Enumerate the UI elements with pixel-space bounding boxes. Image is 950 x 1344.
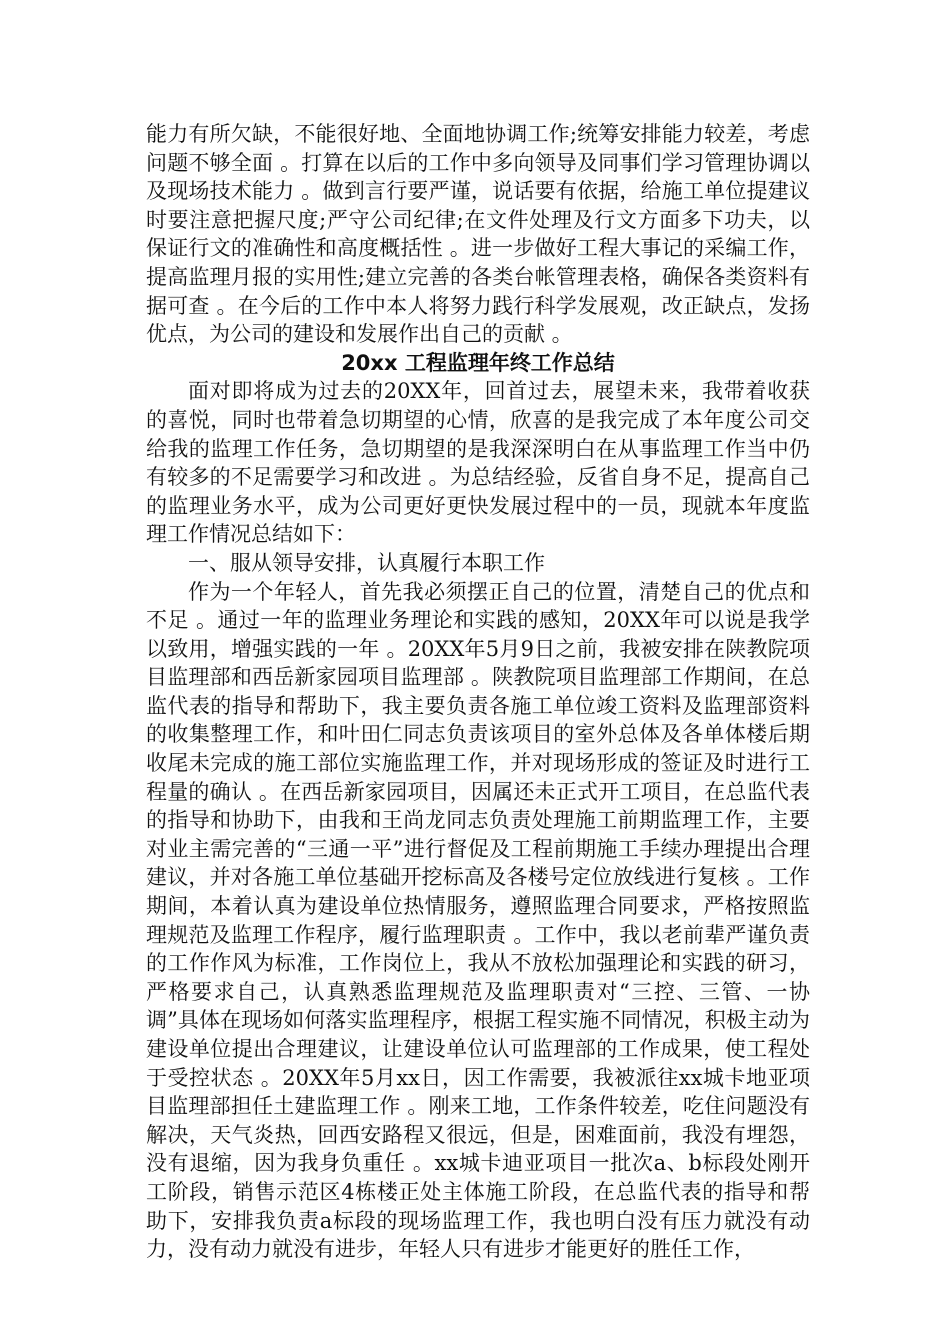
document-title: 20xx 工程监理年终工作总结 [341,350,615,375]
document-body [146,120,810,1264]
body-paragraph: 作为一个年轻人，首先我必须摆正自己的位置，清楚自己的优点和不足 。通过一年的监理业务理论和实践的感知，20XX年可以说是我学以致用，增强实践的一年 。20XX年5月9日之前，我被安排在陕教院项目监理部和西岳新家园项目监理部 。陕教院项目监理部工作期间，在总监代表的指导和帮助下，我主要负责各施工单位竣工资料及监理部资料的收集整理工作，和叶田仁同志负责该项目的室外总体及各单体楼后期收尾未完成的施工部位实施监理工作，并对现场形成的签证及时进行工程量的确认 。在西岳新家园项目，因属还未正式开工项目，在总监代表的指导和协助下，由我和王尚龙同志负责处理施工前期监理工作，主要对业主需完善的“三通一平”进行督促及工程前期施工手续办理提出合理建议，并对各施工单位基础开挖标高及各楼号定位放线进行复核 。工作期间，本着认真为建设单位热情服务，遵照监理合同要求，严格按照监理规范及监理工作程序，履行监理职责 。工作中，我以老前辈严谨负责的工作作风为标准，工作岗位上，我从不放松加强理论和实践的研习，严格要求自己，认真熟悉监理规范及监理职责对“三控、三管、一协调”具体在现场如何落实监理程序，根据工程实施不同情况，积极主动为建设单位提出合理建议，让建设单位认可监理部的工作成果，使工程处于受控状态 。20XX年5月xx日，因工作需要，我被派往xx城卡地亚项目监理部担任土建监理工作 。刚来工地，工作条件较差，吃住问题没有解决，天气炎热，回西安路程又很远，但是，困难面前，我没有埋怨，没有退缩，因为我身负重任 。xx城卡迪亚项目一批次a、b标段处刚开工阶段，销售示范区4栋楼正处主体施工阶段，在总监代表的指导和帮助下，安排我负责a标段的现场监理工作，我也明白没有压力就没有动力，没有动力就没有进步，年轻人只有进步才能更好的胜任工作， [146,579,810,1262]
intro-paragraph: 面对即将成为过去的20XX年，回首过去，展望未来，我带着收获的喜悦，同时也带着急切期望的心情，欣喜的是我完成了本年度公司交给我的监理工作任务，急切期望的是我深深明白在从事监理工作当中仍有较多的不足需要学习和改进 。为总结经验，反省自身不足，提高自己的监理业务水平，成为公司更好更快发展过程中的一员，现就本年度监理工作情况总结如下： [146,379,810,547]
continuation-paragraph: 能力有所欠缺，不能很好地、全面地协调工作;统筹安排能力较差，考虑问题不够全面 。打算在以后的工作中多向领导及同事们学习管理协调以及现场技术能力 。做到言行要严谨，说话要有依据，给施工单位提建议时要注意把握尺度;严守公司纪律;在文件处理及行文方面多下功夫，以保证行文的准确性和高度概括性 。进一步做好工程大事记的采编工作，提高监理月报的实用性;建立完善的各类台帐管理表格，确保各类资料有据可查 。在今后的工作中本人将努力践行科学发展观，改正缺点，发扬优点，为公司的建设和发展作出自己的贡献 。 [146,122,810,347]
section-heading: 一、服从领导安排，认真履行本职工作 [188,550,545,575]
